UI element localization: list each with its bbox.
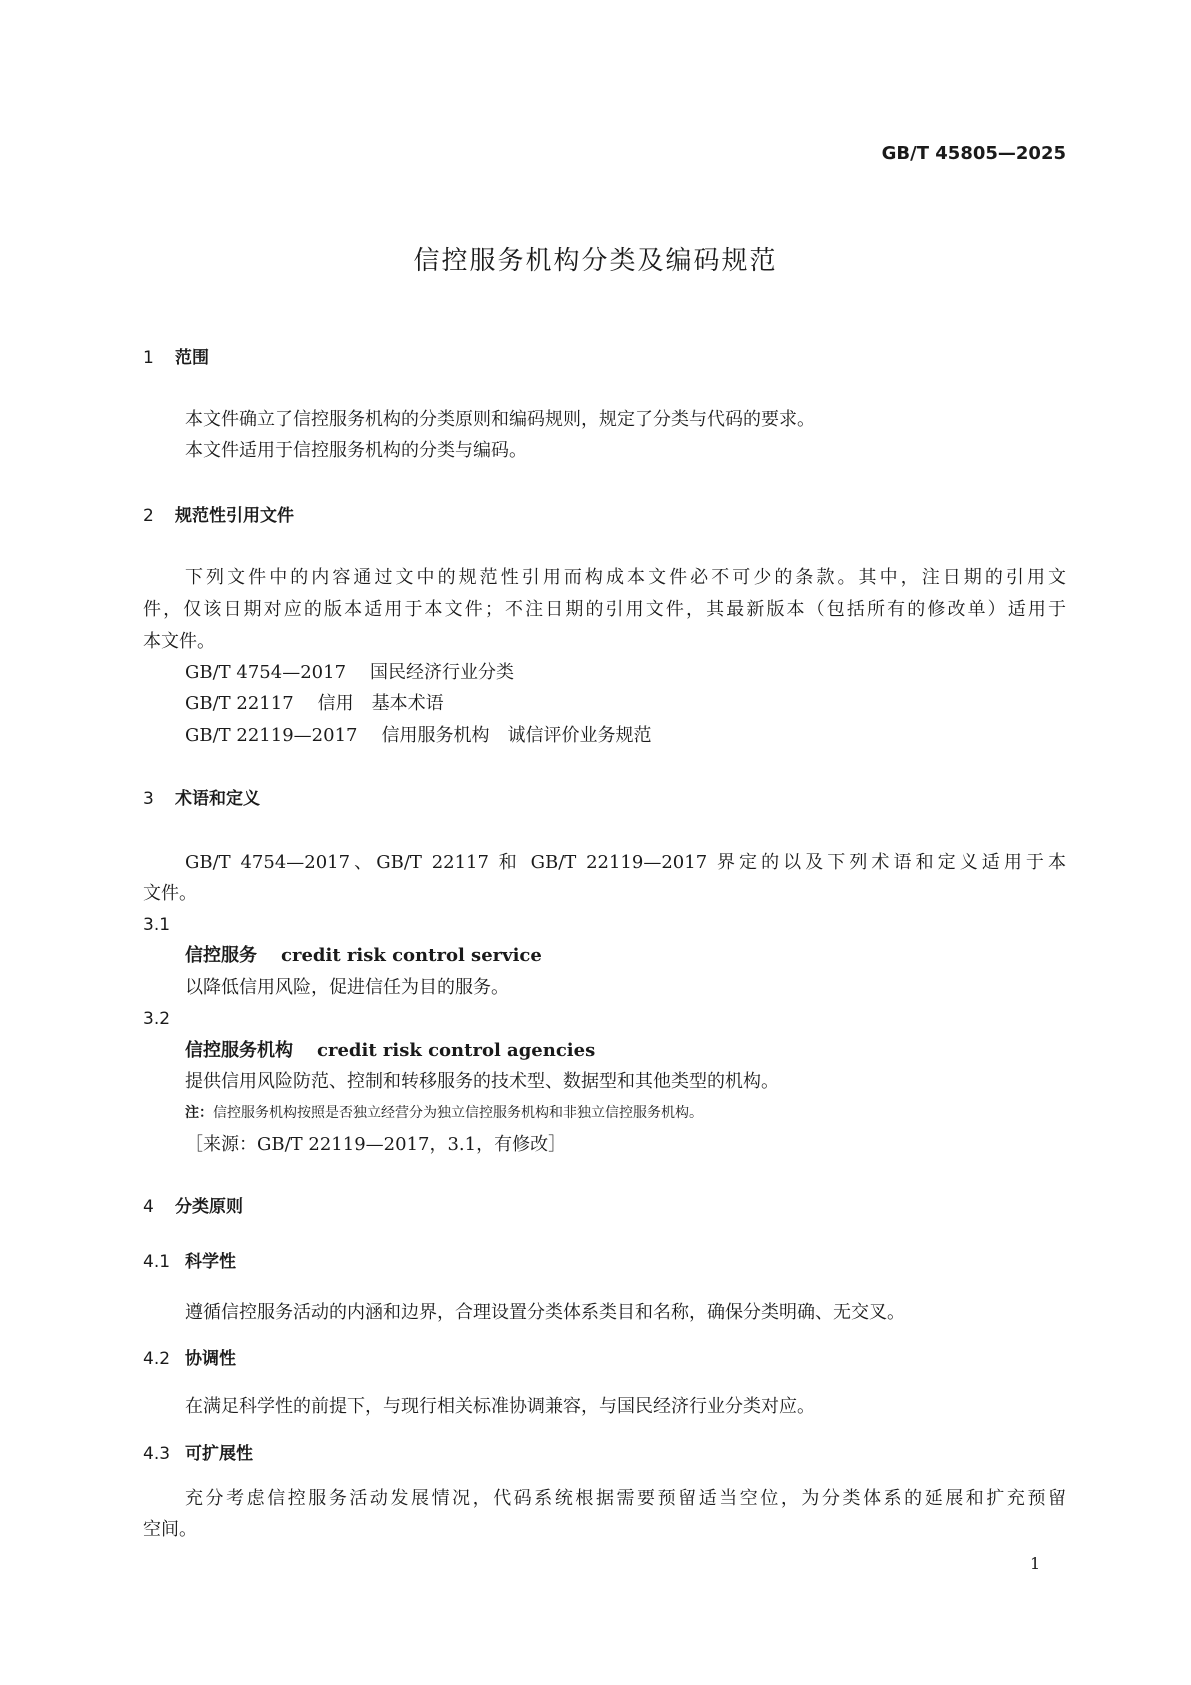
section-number: 2 — [143, 506, 154, 526]
subsection-heading — [143, 1351, 236, 1368]
subsection-number: 4.3 — [143, 1444, 171, 1464]
section-number: 3 — [143, 789, 154, 809]
page-number: 1 — [1030, 1554, 1041, 1573]
reference-item — [185, 695, 444, 713]
paragraph-line: 充分考虑信控服务活动发展情况，代码系统根据需要预留适当空位，为分类体系的延展和扩充预留 — [185, 1488, 1066, 1509]
reference-code: GB/T 22119—2017 — [185, 725, 358, 746]
standard-number: GB/T 45805—2025 — [881, 143, 1066, 164]
reference-code: GB/T 22117 — [185, 693, 294, 714]
section-number: 1 — [143, 348, 154, 368]
paragraph: 在满足科学性的前提下，与现行相关标准协调兼容，与国民经济行业分类对应。 — [185, 1396, 815, 1417]
note-text: 信控服务机构按照是否独立经营分为独立信控服务机构和非独立信控服务机构。 — [213, 1105, 703, 1121]
term-heading — [185, 1042, 595, 1060]
document-title: 信控服务机构分类及编码规范 — [413, 246, 778, 276]
section-title: 规范性引用文件 — [175, 506, 294, 526]
term-heading — [185, 947, 542, 965]
paragraph-line: GB/T 4754—2017、GB/T 22117 和 GB/T 22119—2017 界定的以及下列术语和定义适用于本 — [185, 852, 1066, 873]
reference-name: 国民经济行业分类 — [370, 662, 515, 683]
term-number: 3.1 — [143, 915, 171, 935]
paragraph: 本文件适用于信控服务机构的分类与编码。 — [185, 440, 527, 461]
paragraph-line: 空间。 — [143, 1519, 197, 1540]
term-en: credit risk control agencies — [317, 1040, 596, 1061]
paragraph-line: 文件。 — [143, 883, 197, 904]
paragraph-line: 下列文件中的内容通过文中的规范性引用而构成本文件必不可少的条款。其中，注日期的引用文 — [185, 567, 1066, 588]
note-label: 注： — [185, 1105, 213, 1121]
term-zh: 信控服务机构 — [185, 1040, 293, 1061]
term-zh: 信控服务 — [185, 945, 257, 966]
subsection-heading — [143, 1446, 253, 1463]
reference-item — [185, 727, 651, 745]
paragraph-line: 本文件。 — [143, 631, 215, 652]
subsection-heading — [143, 1254, 236, 1271]
note — [185, 1106, 703, 1120]
section-title: 范围 — [175, 348, 209, 368]
section-title: 分类原则 — [175, 1197, 243, 1217]
section-3-heading — [143, 791, 260, 808]
paragraph: 本文件确立了信控服务机构的分类原则和编码规则，规定了分类与代码的要求。 — [185, 409, 815, 430]
reference-name: 信用服务机构 诚信评价业务规范 — [381, 725, 652, 746]
reference-name: 信用 基本术语 — [317, 693, 444, 714]
subsection-title: 可扩展性 — [185, 1444, 253, 1464]
term-number: 3.2 — [143, 1009, 171, 1029]
subsection-title: 科学性 — [185, 1252, 236, 1272]
term-en: credit risk control service — [281, 945, 542, 966]
paragraph: 遵循信控服务活动的内涵和边界，合理设置分类体系类目和名称，确保分类明确、无交叉。 — [185, 1302, 905, 1323]
section-4-heading — [143, 1199, 243, 1216]
reference-code: GB/T 4754—2017 — [185, 662, 347, 683]
reference-item — [185, 664, 514, 682]
source-citation: ［来源：GB/T 22119—2017，3.1，有修改］ — [185, 1134, 567, 1155]
subsection-title: 协调性 — [185, 1349, 236, 1369]
subsection-number: 4.1 — [143, 1252, 171, 1272]
section-title: 术语和定义 — [175, 789, 260, 809]
term-definition: 提供信用风险防范、控制和转移服务的技术型、数据型和其他类型的机构。 — [185, 1071, 779, 1092]
section-1-heading — [143, 350, 209, 367]
term-definition: 以降低信用风险，促进信任为目的服务。 — [185, 977, 509, 998]
section-2-heading — [143, 508, 294, 525]
subsection-number: 4.2 — [143, 1349, 171, 1369]
paragraph-line: 件，仅该日期对应的版本适用于本文件；不注日期的引用文件，其最新版本（包括所有的修改单）适用于 — [143, 599, 1066, 620]
section-number: 4 — [143, 1197, 154, 1217]
